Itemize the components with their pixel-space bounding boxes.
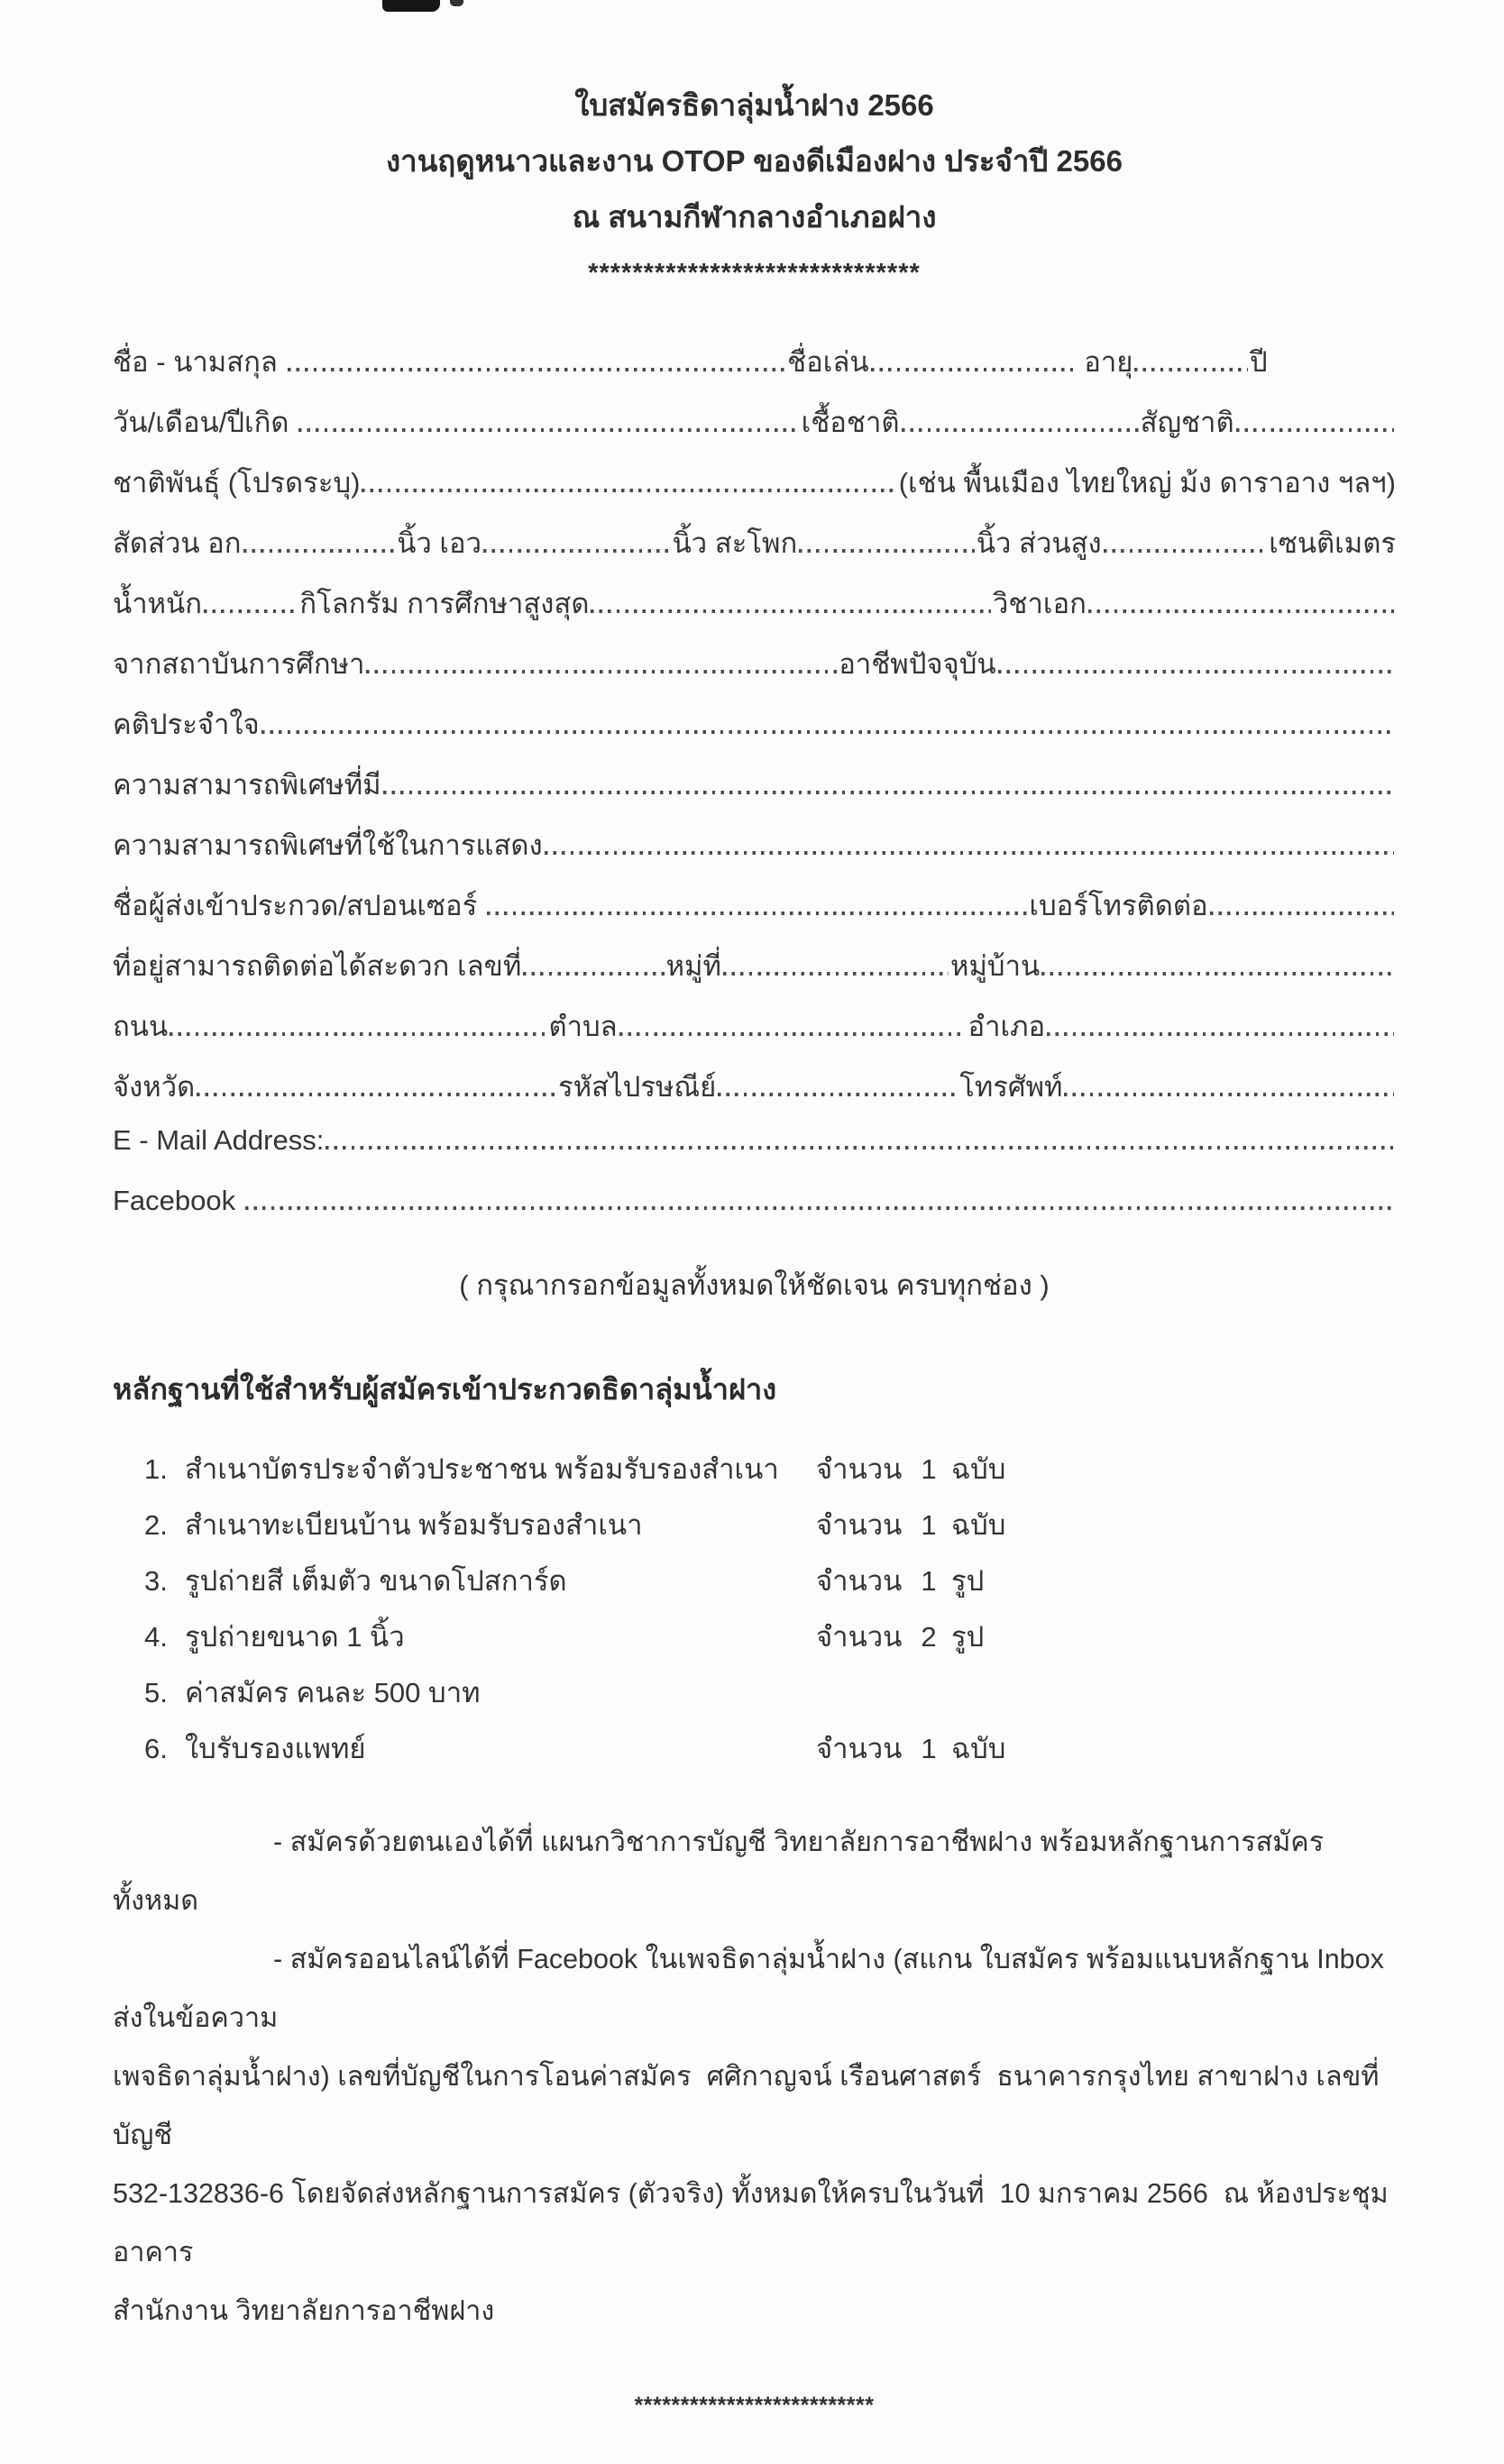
form-line bbox=[113, 701, 1396, 762]
field-label: ที่อยู่สามารถติดต่อได้สะดวก เลขที่ bbox=[113, 950, 522, 982]
item-number: 1. bbox=[144, 1453, 168, 1485]
field-label: อำเภอ bbox=[968, 1011, 1046, 1042]
evidence-section bbox=[113, 1360, 1396, 1777]
dotted-blank bbox=[1236, 428, 1394, 432]
dotted-blank bbox=[1064, 1093, 1394, 1096]
item-qty-label: จำนวน bbox=[816, 1509, 903, 1541]
item-qty-number: 1 bbox=[921, 1565, 937, 1597]
dotted-blank bbox=[288, 368, 786, 371]
item-qty-number: 1 bbox=[921, 1509, 937, 1541]
dotted-blank bbox=[718, 1093, 958, 1096]
field-label: สัดส่วน อก bbox=[113, 527, 242, 559]
field-label: ถนน bbox=[113, 1011, 169, 1042]
dotted-blank bbox=[799, 549, 975, 553]
item-text: สำเนาบัตรประจำตัวประชาชน พร้อมรับรองสำเนา bbox=[185, 1453, 779, 1485]
field-label: นิ้ว เอว bbox=[397, 527, 482, 559]
field-label: จากสถาบันการศึกษา bbox=[113, 648, 365, 680]
dotted-blank bbox=[383, 791, 1394, 794]
field-label: หมู่ที่ bbox=[665, 950, 721, 982]
evidence-list bbox=[113, 1442, 1396, 1777]
item-qty-label: จำนวน bbox=[816, 1733, 903, 1764]
dotted-blank bbox=[998, 670, 1394, 673]
item-qty-unit: รูป bbox=[951, 1621, 985, 1653]
field-label: ความสามารถพิเศษที่ใช้ในการแสดง bbox=[113, 829, 543, 861]
item-qty-label bbox=[816, 1665, 906, 1721]
evidence-item bbox=[144, 1721, 1396, 1777]
note-line: สำนักงาน วิทยาลัยการอาชีพฝาง bbox=[113, 2295, 495, 2326]
field-label: เบอร์โทรติดต่อ bbox=[1029, 890, 1208, 921]
item-qty-unit: รูป bbox=[951, 1565, 985, 1597]
field-label: ชื่อ - นามสกุล bbox=[113, 346, 286, 378]
item-qty-unit: ฉบับ bbox=[951, 1733, 1006, 1764]
dotted-blank bbox=[545, 851, 1394, 855]
item-qty-number bbox=[906, 1665, 951, 1721]
field-label: จังหวัด bbox=[113, 1071, 196, 1103]
field-label: วัน/เดือน/ปีเกิด bbox=[113, 407, 298, 438]
document-header bbox=[113, 78, 1396, 301]
field-label: ความสามารถพิเศษที่มี bbox=[113, 769, 381, 801]
application-form-fields bbox=[113, 339, 1396, 1245]
field-label: (เช่น พื้นเมือง ไทยใหญ่ ม้ง ดาราอาง ฯลฯ) bbox=[898, 467, 1396, 499]
item-qty-number: 1 bbox=[921, 1453, 937, 1485]
dotted-blank bbox=[1210, 911, 1394, 915]
evidence-item bbox=[144, 1498, 1396, 1553]
scan-artifact bbox=[382, 0, 440, 12]
item-qty-unit: ฉบับ bbox=[951, 1509, 1006, 1541]
item-qty-label: จำนวน bbox=[816, 1453, 903, 1485]
field-label: นิ้ว สะโพก bbox=[672, 527, 798, 559]
dotted-blank bbox=[1088, 609, 1394, 613]
form-line bbox=[113, 883, 1396, 943]
item-qty-label: จำนวน bbox=[816, 1565, 903, 1597]
dotted-blank bbox=[204, 609, 298, 613]
venue-line: ณ สนามกีฬากลางอำเภอฝาง bbox=[572, 200, 937, 234]
evidence-item bbox=[144, 1553, 1396, 1609]
field-label: น้ำหนัก bbox=[113, 588, 202, 619]
form-line bbox=[113, 1124, 1396, 1185]
form-line bbox=[113, 822, 1396, 883]
field-label: นิ้ว ส่วนสูง bbox=[976, 527, 1102, 559]
form-line bbox=[113, 1064, 1396, 1124]
field-label: ตำบล bbox=[548, 1011, 618, 1042]
dotted-blank bbox=[1104, 549, 1268, 553]
scan-artifact bbox=[450, 0, 463, 6]
registration-notes bbox=[113, 1813, 1396, 2340]
dotted-blank bbox=[902, 428, 1139, 432]
field-label: เซนติเมตร bbox=[1269, 527, 1396, 559]
field-label: เชื้อชาติ bbox=[801, 407, 900, 438]
item-number: 4. bbox=[144, 1621, 168, 1653]
item-text: รูปถ่ายสี เต็มตัว ขนาดโปสการ์ด bbox=[185, 1565, 567, 1597]
dotted-blank bbox=[619, 1032, 967, 1036]
note-line: - สมัครด้วยตนเองได้ที่ แผนกวิชาการบัญชี วิทยาลัยการอาชีพฝาง พร้อมหลักฐานการสมัครทั้งหมด bbox=[113, 1827, 1325, 1916]
form-line bbox=[113, 460, 1396, 520]
dotted-blank bbox=[261, 730, 1394, 734]
form-line bbox=[113, 399, 1396, 460]
evidence-item bbox=[144, 1609, 1396, 1665]
field-label: โทรศัพท์ bbox=[959, 1071, 1063, 1103]
dotted-blank bbox=[362, 489, 896, 492]
field-label: ชาติพันธุ์ (โปรดระบุ) bbox=[113, 467, 361, 499]
fill-instruction-note: ( กรุณากรอกข้อมูลทั้งหมดให้ชัดเจน ครบทุกช่อง ) bbox=[459, 1269, 1050, 1301]
item-qty-unit: ฉบับ bbox=[951, 1453, 1006, 1485]
page-subtitle: งานฤดูหนาวและงาน OTOP ของดีเมืองฝาง ประจำปี 2566 bbox=[386, 144, 1123, 178]
evidence-item bbox=[144, 1442, 1396, 1498]
page-title: ใบสมัครธิดาลุ่มน้ำฝาง 2566 bbox=[574, 88, 934, 122]
dotted-blank bbox=[243, 549, 396, 553]
field-label: หมู่บ้าน bbox=[950, 950, 1041, 982]
dotted-blank bbox=[326, 1146, 1394, 1150]
form-line bbox=[113, 943, 1396, 1003]
dotted-blank bbox=[298, 428, 800, 432]
evidence-item bbox=[144, 1665, 1396, 1721]
item-number: 5. bbox=[144, 1677, 168, 1708]
item-text: ค่าสมัคร คนละ 500 บาท bbox=[185, 1677, 481, 1708]
field-label: คติประจำใจ bbox=[113, 709, 260, 740]
dotted-blank bbox=[523, 972, 664, 976]
dotted-blank bbox=[170, 1032, 546, 1036]
form-line bbox=[113, 581, 1396, 641]
field-label: อาชีพปัจจุบัน bbox=[839, 648, 996, 680]
dotted-blank bbox=[1134, 368, 1248, 371]
field-label: ชื่อเล่น bbox=[787, 346, 869, 378]
form-line bbox=[113, 641, 1396, 701]
form-line bbox=[113, 1003, 1396, 1064]
note-line: เพจธิดาลุ่มน้ำฝาง) เลขที่บัญชีในการโอนค่าสมัคร ศศิกาญจน์ เรือนศาสตร์ ธนาคารกรุงไทย สาขาฝาง เลขที่บัญชี bbox=[113, 2061, 1380, 2150]
dotted-blank bbox=[483, 549, 671, 553]
dotted-blank bbox=[197, 1093, 556, 1096]
form-line bbox=[113, 520, 1396, 581]
footer-stars: ************************** bbox=[634, 2393, 875, 2418]
item-text: สำเนาทะเบียนบ้าน พร้อมรับรองสำเนา bbox=[185, 1509, 643, 1541]
field-label: สัญชาติ bbox=[1140, 407, 1234, 438]
item-number: 2. bbox=[144, 1509, 168, 1541]
field-label: รหัสไปรษณีย์ bbox=[558, 1071, 717, 1103]
dotted-blank bbox=[591, 609, 991, 613]
dotted-blank bbox=[1047, 1032, 1394, 1036]
item-qty-unit bbox=[951, 1665, 1396, 1721]
item-number: 3. bbox=[144, 1565, 168, 1597]
field-label: ชื่อผู้ส่งเข้าประกวด/สปอนเซอร์ bbox=[113, 890, 485, 921]
dotted-blank bbox=[723, 972, 949, 976]
field-label: ปี bbox=[1250, 346, 1268, 378]
form-line bbox=[113, 762, 1396, 822]
item-number: 6. bbox=[144, 1733, 168, 1764]
field-label: Facebook bbox=[113, 1185, 243, 1216]
separator-stars: ****************************** bbox=[588, 259, 921, 288]
item-qty-label: จำนวน bbox=[816, 1621, 903, 1653]
item-qty-number: 1 bbox=[921, 1733, 937, 1764]
field-label: อายุ bbox=[1076, 346, 1133, 378]
note-line: 532-132836-6 โดยจัดส่งหลักฐานการสมัคร (ตัวจริง) ทั้งหมดให้ครบในวันที่ 10 มกราคม 2566 ณ ห้องประชุมอาคาร bbox=[113, 2178, 1389, 2267]
note-line: - สมัครออนไลน์ได้ที่ Facebook ในเพจธิดาลุ่มน้ำฝาง (สแกน ใบสมัคร พร้อมแนบหลักฐาน Inbox ส่งในข้อความ bbox=[113, 1944, 1392, 2033]
item-text: รูปถ่ายขนาด 1 นิ้ว bbox=[185, 1621, 405, 1653]
dotted-blank bbox=[366, 670, 837, 673]
item-qty-number: 2 bbox=[921, 1621, 937, 1653]
field-label: E - Mail Address: bbox=[113, 1124, 325, 1156]
dotted-blank bbox=[871, 368, 1075, 371]
field-label: วิชาเอก bbox=[993, 588, 1087, 619]
dotted-blank bbox=[487, 911, 1027, 915]
dotted-blank bbox=[1041, 972, 1394, 976]
field-label: กิโลกรัม การศึกษาสูงสุด bbox=[299, 588, 590, 619]
form-line bbox=[113, 1185, 1396, 1245]
item-text: ใบรับรองแพทย์ bbox=[185, 1733, 366, 1764]
dotted-blank bbox=[245, 1206, 1394, 1210]
evidence-section-header: หลักฐานที่ใช้สำหรับผู้สมัครเข้าประกวดธิดาลุ่มน้ำฝาง bbox=[113, 1373, 777, 1406]
form-line bbox=[113, 339, 1268, 399]
